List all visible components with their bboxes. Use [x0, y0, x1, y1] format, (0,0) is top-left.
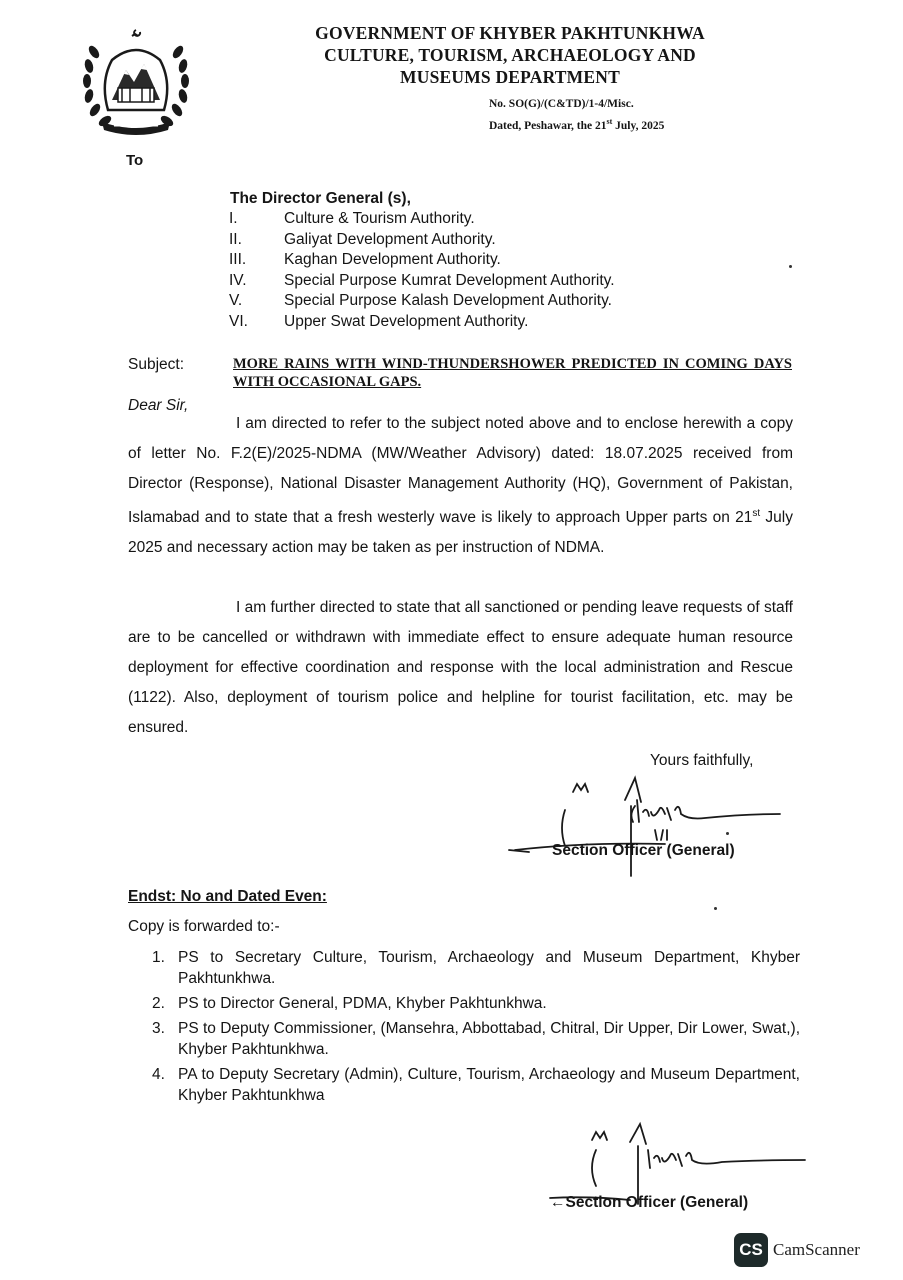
addressee-item	[222, 209, 615, 230]
signature-1-icon	[505, 770, 805, 880]
camscanner-text: CamScanner	[773, 1240, 860, 1259]
copy-list-item	[152, 993, 800, 1014]
reference-date: Dated, Peshawar, the 21st July, 2025	[489, 117, 665, 132]
copy-list-item-text: PS to Secretary Culture, Tourism, Archaeology and Museum Department, Khyber Pakhtunkhwa.	[178, 949, 800, 987]
closing: Yours faithfully,	[650, 752, 754, 769]
addressee-item	[222, 291, 615, 312]
body-paragraph-1: I am directed to refer to the subject noted above and to enclose herewith a copy of letter No. F.2(E)/2025-NDMA (MW/Weather Advisory) dated: 18.07.2025 received from Director (Response), National Disaster Management Authority (HQ), Government of Pakistan, Islamabad and to state that a fresh westerly wave is likely to approach Upper parts on 21st July 2025 and necessary action may be taken as per instruction of NDMA.	[128, 415, 793, 557]
addressee-item-number: III.	[229, 251, 247, 268]
to-label: To	[126, 152, 144, 169]
copy-list-item	[152, 947, 800, 989]
addressee-item-number: II.	[229, 230, 242, 248]
copy-list-item-number: 3.	[152, 1020, 165, 1037]
addressee-item-text: Special Purpose Kumrat Development Authority.	[284, 271, 615, 289]
addressee-item-number: I.	[229, 210, 238, 227]
scan-speck	[714, 907, 717, 910]
addressee-item	[222, 230, 615, 251]
reference-block	[489, 96, 664, 135]
addressee-item-number: IV.	[229, 271, 247, 289]
scan-speck	[789, 265, 792, 268]
addressee-item-text: Special Purpose Kalash Development Authority.	[284, 292, 612, 309]
copy-list-item-number: 4.	[152, 1066, 165, 1083]
subject-text: MORE RAINS WITH WIND-THUNDERSHOWER PREDICTED IN COMING DAYS WITH OCCASIONAL GAPS.	[233, 356, 792, 390]
header-line-department: CULTURE, TOURISM, ARCHAEOLOGY AND	[324, 45, 696, 65]
addressee-item	[222, 312, 615, 333]
endorsement-intro: Copy is forwarded to:-	[128, 918, 280, 935]
addressee-item-text: Upper Swat Development Authority.	[284, 312, 529, 330]
signature-1-designation: Section Officer (General)	[552, 842, 735, 859]
addressee-item	[222, 250, 615, 271]
copy-list-item	[152, 1064, 800, 1106]
salutation: Dear Sir,	[128, 397, 189, 414]
copy-list-item	[152, 1018, 800, 1060]
addressee-item	[222, 271, 615, 292]
addressee-item-text: Kaghan Development Authority.	[284, 251, 501, 268]
copy-list-item-text: PS to Deputy Commissioner, (Mansehra, Abbottabad, Chitral, Dir Upper, Dir Lower, Swat,), Khyber Pakhtunkhwa.	[178, 1020, 800, 1058]
scan-speck	[726, 832, 729, 835]
camscanner-logo-icon: CS	[734, 1233, 768, 1267]
body-paragraph-2: I am further directed to state that all sanctioned or pending leave requests of staff are to be cancelled or withdrawn with immediate effect to ensure adequate human resource deployment for effective coordination and response with the local administration and Rescue (1122). Also, deployment of tourism police and helpline for tourist facilitation, etc. may be ensured.	[128, 599, 793, 736]
addressee-item-number: VI.	[229, 312, 248, 330]
copy-list-item-text: PA to Deputy Secretary (Admin), Culture, Tourism, Archaeology and Museum Department, Khyber Pakhtunkhwa	[178, 1066, 800, 1104]
endorsement-heading: Endst: No and Dated Even:	[128, 888, 327, 905]
copy-list	[152, 947, 800, 1110]
reference-number: No. SO(G)/(C&TD)/1-4/Misc.	[489, 98, 634, 110]
signature-2-designation: ←Section Officer (General)	[550, 1194, 749, 1211]
government-emblem-icon	[80, 22, 192, 138]
header-line-government: GOVERNMENT OF KHYBER PAKHTUNKHWA	[315, 23, 705, 43]
subject-label: Subject:	[128, 356, 185, 373]
header-line-museums: MUSEUMS DEPARTMENT	[400, 67, 620, 87]
copy-list-item-number: 1.	[152, 949, 165, 966]
department-header	[245, 22, 775, 88]
addressee-item-text: Galiyat Development Authority.	[284, 230, 496, 248]
camscanner-watermark	[734, 1233, 860, 1267]
addressee-title: The Director General (s),	[230, 190, 411, 207]
copy-list-item-text: PS to Director General, PDMA, Khyber Pakhtunkhwa.	[178, 995, 547, 1012]
addressee-item-text: Culture & Tourism Authority.	[284, 210, 475, 227]
copy-list-item-number: 2.	[152, 995, 165, 1012]
addressee-list	[222, 209, 615, 332]
addressee-item-number: V.	[229, 292, 243, 309]
